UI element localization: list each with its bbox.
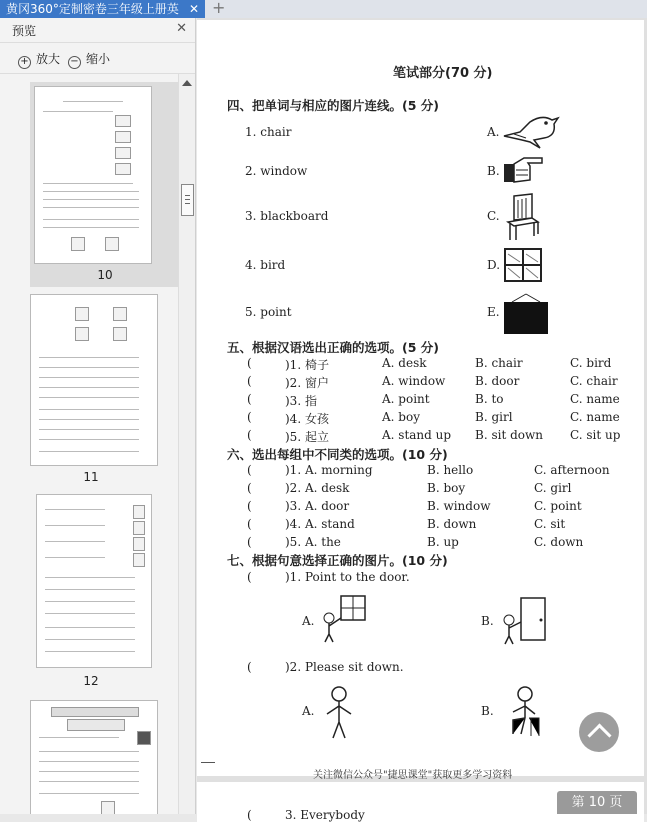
s5-5-paren: ( bbox=[247, 428, 252, 442]
s6-3-b: B. window bbox=[427, 499, 491, 513]
zoom-out-icon: − bbox=[68, 56, 81, 69]
s6-5-question: )5. A. the bbox=[285, 535, 341, 549]
s5-5-c: C. sit up bbox=[570, 428, 621, 442]
s5-2-a: A. window bbox=[382, 374, 446, 388]
next-page-text: 3. Everybody bbox=[285, 808, 365, 822]
s6-2-paren: ( bbox=[247, 481, 252, 495]
s5-3-a: A. point bbox=[382, 392, 430, 406]
tab-bar bbox=[0, 0, 647, 18]
s5-4-question: )4. 女孩 bbox=[285, 412, 329, 426]
s5-4-paren: ( bbox=[247, 410, 252, 424]
s6-5-paren: ( bbox=[247, 535, 252, 549]
preview-title: 预览 bbox=[12, 24, 37, 38]
s5-1-question: )1. 椅子 bbox=[285, 358, 329, 372]
s6-4-b: B. down bbox=[427, 517, 477, 531]
s6-1-question: )1. A. morning bbox=[285, 463, 373, 477]
s4-word-4: 4. bird bbox=[245, 258, 286, 272]
page-number-12: 12 bbox=[83, 674, 99, 688]
thumbnail-list bbox=[0, 74, 178, 814]
s4-word-3: 3. blackboard bbox=[245, 209, 329, 223]
thumbnail-page-10[interactable] bbox=[30, 82, 178, 287]
s7-1-b-label: B. bbox=[481, 614, 494, 628]
s6-4-c: C. sit bbox=[534, 517, 566, 531]
s5-3-b: B. to bbox=[475, 392, 504, 406]
section-6-title: 六、选出每组中不同类的选项。(10 分) bbox=[227, 447, 448, 462]
document-tab[interactable] bbox=[0, 0, 205, 18]
boy-pointing-door-icon bbox=[497, 594, 549, 646]
boy-sitting-icon bbox=[503, 684, 543, 740]
pointing-hand-icon bbox=[502, 150, 544, 186]
s5-4-a: A. boy bbox=[382, 410, 420, 424]
thumbnail-page-13[interactable] bbox=[30, 700, 178, 814]
chair-icon bbox=[504, 192, 542, 242]
s5-1-c: C. bird bbox=[570, 356, 612, 370]
s5-4-b: B. girl bbox=[475, 410, 513, 424]
s7-1-question: )1. Point to the door. bbox=[285, 570, 410, 584]
s5-2-question: )2. 窗户 bbox=[285, 376, 329, 390]
s4-word-5: 5. point bbox=[245, 305, 292, 319]
s6-2-question: )2. A. desk bbox=[285, 481, 350, 495]
boy-standing-icon bbox=[321, 684, 357, 740]
s6-1-paren: ( bbox=[247, 463, 252, 477]
s4-word-2: 2. window bbox=[245, 164, 308, 178]
s7-1-paren: ( bbox=[247, 570, 252, 584]
document-page bbox=[197, 20, 644, 781]
zoom-in-button[interactable] bbox=[18, 50, 60, 69]
s6-1-c: C. afternoon bbox=[534, 463, 610, 477]
s4-letter-d: D. bbox=[487, 258, 501, 272]
s4-letter-c: C. bbox=[487, 209, 500, 223]
s5-3-question: )3. 指 bbox=[285, 394, 317, 408]
new-tab-button[interactable]: + bbox=[212, 0, 226, 17]
back-to-top-button[interactable] bbox=[579, 712, 619, 752]
page-number-11: 11 bbox=[83, 470, 99, 484]
s5-1-b: B. chair bbox=[475, 356, 523, 370]
page-heading: 笔试部分(70 分) bbox=[393, 66, 493, 81]
s7-2-b-label: B. bbox=[481, 704, 494, 718]
s5-5-question: )5. 起立 bbox=[285, 430, 329, 444]
page-number-10: 10 bbox=[97, 268, 113, 282]
s5-4-c: C. name bbox=[570, 410, 620, 424]
s7-2-paren: ( bbox=[247, 660, 252, 674]
close-preview-icon[interactable]: ✕ bbox=[176, 21, 187, 36]
s6-5-c: C. down bbox=[534, 535, 584, 549]
zoom-out-label: 缩小 bbox=[86, 52, 111, 66]
s5-3-c: C. name bbox=[570, 392, 620, 406]
zoom-toolbar bbox=[0, 43, 195, 74]
s4-letter-a: A. bbox=[487, 125, 500, 139]
next-page-paren: ( bbox=[247, 808, 252, 822]
s6-3-c: C. point bbox=[534, 499, 582, 513]
page-indicator[interactable]: 第 10 页 bbox=[557, 791, 637, 814]
thumbnail-scrollbar[interactable] bbox=[178, 74, 195, 814]
window-icon bbox=[502, 246, 544, 284]
page-footer: 关注微信公众号"捷思课堂"获取更多学习资料 bbox=[313, 770, 513, 781]
s6-3-paren: ( bbox=[247, 499, 252, 513]
thumbnail-page-11[interactable] bbox=[30, 294, 178, 494]
s4-letter-b: B. bbox=[487, 164, 500, 178]
s6-3-question: )3. A. door bbox=[285, 499, 350, 513]
section-5-title: 五、根据汉语选出正确的选项。(5 分) bbox=[227, 340, 439, 355]
s7-2-a-label: A. bbox=[302, 704, 315, 718]
scrollbar-thumb[interactable] bbox=[181, 184, 194, 216]
s7-1-a-label: A. bbox=[302, 614, 315, 628]
blackboard-icon bbox=[502, 292, 550, 336]
s5-2-c: C. chair bbox=[570, 374, 618, 388]
s6-2-b: B. boy bbox=[427, 481, 466, 495]
zoom-in-label: 放大 bbox=[36, 52, 61, 66]
s6-4-question: )4. A. stand bbox=[285, 517, 355, 531]
bird-icon bbox=[500, 110, 562, 150]
s5-3-paren: ( bbox=[247, 392, 252, 406]
page-dash bbox=[201, 762, 215, 763]
boy-pointing-window-icon bbox=[319, 594, 369, 644]
tab-title: 黄冈360°定制密卷三年级上册英 bbox=[6, 2, 179, 16]
s6-1-b: B. hello bbox=[427, 463, 474, 477]
section-4-title: 四、把单词与相应的图片连线。(5 分) bbox=[227, 98, 439, 113]
zoom-out-button[interactable] bbox=[68, 50, 110, 69]
s7-2-question: )2. Please sit down. bbox=[285, 660, 404, 674]
scroll-up-icon[interactable] bbox=[182, 80, 192, 86]
s5-1-a: A. desk bbox=[382, 356, 427, 370]
s5-1-paren: ( bbox=[247, 356, 252, 370]
s4-letter-e: E. bbox=[487, 305, 500, 319]
s4-word-1: 1. chair bbox=[245, 125, 292, 139]
preview-panel bbox=[0, 18, 196, 814]
s5-2-b: B. door bbox=[475, 374, 520, 388]
s5-5-a: A. stand up bbox=[382, 428, 452, 442]
close-tab-icon[interactable]: ✕ bbox=[188, 2, 199, 16]
s5-2-paren: ( bbox=[247, 374, 252, 388]
s6-2-c: C. girl bbox=[534, 481, 572, 495]
section-7-title: 七、根据句意选择正确的图片。(10 分) bbox=[227, 553, 448, 568]
s6-5-b: B. up bbox=[427, 535, 459, 549]
zoom-in-icon: + bbox=[18, 56, 31, 69]
s6-4-paren: ( bbox=[247, 517, 252, 531]
thumbnail-page-12[interactable] bbox=[30, 494, 178, 694]
document-view[interactable] bbox=[197, 18, 647, 822]
s5-5-b: B. sit down bbox=[475, 428, 543, 442]
preview-header bbox=[0, 18, 195, 43]
